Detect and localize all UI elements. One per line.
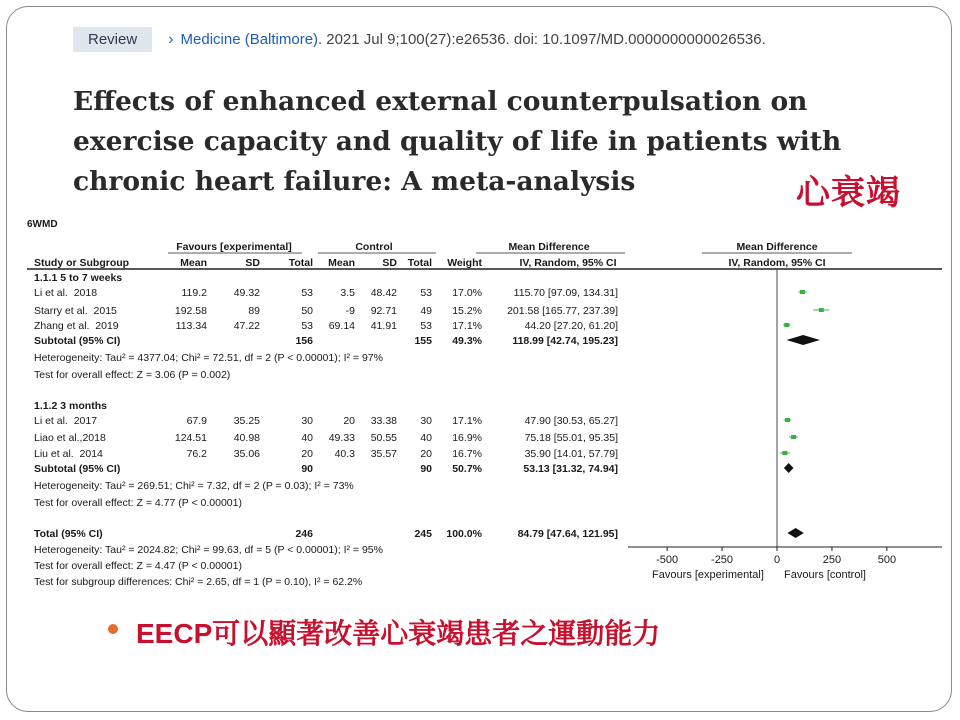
ctrl-sd: 48.42 bbox=[370, 287, 397, 299]
exp-total: 40 bbox=[301, 432, 313, 444]
ctrl-mean: 69.14 bbox=[328, 320, 355, 332]
subtotal-1-ci: 118.99 [42.74, 195.23] bbox=[512, 335, 618, 347]
total-label: Total (95% CI) bbox=[34, 528, 103, 540]
ctrl-sd: 35.57 bbox=[370, 448, 397, 460]
overall-effect-2: Test for overall effect: Z = 4.77 (P < 0.00001) bbox=[34, 497, 242, 509]
bullet-icon bbox=[108, 624, 118, 634]
column-header: Study or Subgroup bbox=[34, 257, 130, 269]
heterogeneity-1: Heterogeneity: Tau² = 4377.04; Chi² = 72.51, df = 2 (P < 0.00001); I² = 97% bbox=[34, 352, 383, 364]
ctrl-mean: -9 bbox=[345, 305, 355, 317]
heterogeneity-2: Heterogeneity: Tau² = 269.51; Chi² = 7.32, df = 2 (P = 0.03); I² = 73% bbox=[34, 480, 354, 492]
weight: 15.2% bbox=[452, 305, 482, 317]
topic-tag: 心衰竭 bbox=[796, 174, 901, 212]
md-ci: 44.20 [27.20, 61.20] bbox=[524, 320, 618, 332]
md-ci: 115.70 [97.09, 134.31] bbox=[513, 287, 618, 299]
chevron-right-icon: › bbox=[168, 30, 174, 48]
x-tick-label: 0 bbox=[773, 554, 781, 566]
x-tick-label: 500 bbox=[877, 554, 897, 566]
ctrl-total: 30 bbox=[420, 415, 432, 427]
outcome-label: 6WMD bbox=[27, 219, 58, 230]
total-heterogeneity: Heterogeneity: Tau² = 2024.82; Chi² = 99.63, df = 5 (P < 0.00001); I² = 95% bbox=[34, 544, 383, 556]
subtotal-2-exp-total: 90 bbox=[301, 463, 313, 475]
study-name: Starry et al. 2015 bbox=[34, 305, 117, 317]
exp-sd: 47.22 bbox=[233, 320, 260, 332]
citation-details: 2021 Jul 9;100(27):e26536. doi: 10.1097/MD.0000000000026536. bbox=[326, 31, 766, 48]
favours-control-label: Favours [control] bbox=[784, 569, 866, 581]
x-tick-label: 250 bbox=[822, 554, 842, 566]
header-mean-difference: Mean Difference bbox=[508, 241, 590, 253]
subtotal-2-ci: 53.13 [31.32, 74.94] bbox=[523, 463, 618, 475]
subtotal-2-weight: 50.7% bbox=[452, 463, 482, 475]
total-ctrl-total: 245 bbox=[414, 528, 432, 540]
header-mean-difference-plot: Mean Difference bbox=[736, 241, 818, 253]
exp-total: 53 bbox=[301, 287, 313, 299]
exp-sd: 35.06 bbox=[233, 448, 260, 460]
journal-link[interactable]: Medicine (Baltimore). bbox=[180, 31, 323, 48]
weight: 17.0% bbox=[452, 287, 482, 299]
column-header: IV, Random, 95% CI bbox=[519, 257, 617, 269]
weight: 17.1% bbox=[452, 415, 482, 427]
subtotal-1-label: Subtotal (95% CI) bbox=[34, 335, 121, 347]
header-control: Control bbox=[355, 241, 393, 253]
exp-mean: 76.2 bbox=[186, 448, 207, 460]
ctrl-total: 53 bbox=[420, 320, 432, 332]
study-name: Liao et al.,2018 bbox=[34, 432, 106, 444]
md-ci: 35.90 [14.01, 57.79] bbox=[524, 448, 618, 460]
exp-mean: 113.34 bbox=[175, 320, 207, 332]
x-tick-label: -250 bbox=[711, 554, 734, 566]
study-point-marker bbox=[800, 290, 805, 294]
total-exp-total: 246 bbox=[295, 528, 313, 540]
exp-mean: 192.58 bbox=[174, 305, 207, 317]
subgroup-label: 1.1.2 3 months bbox=[34, 400, 107, 412]
subtotal-2-ctrl-total: 90 bbox=[420, 463, 432, 475]
study-name: Zhang et al. 2019 bbox=[34, 320, 119, 332]
md-ci: 75.18 [55.01, 95.35] bbox=[524, 432, 618, 444]
paper-title: Effects of enhanced external counterpulsation on exercise capacity and quality of life in patients with chronic heart failure: A meta-analysis bbox=[73, 86, 842, 197]
md-ci: 47.90 [30.53, 65.27] bbox=[524, 415, 618, 427]
ctrl-sd: 33.38 bbox=[370, 415, 397, 427]
ctrl-mean: 49.33 bbox=[328, 432, 355, 444]
exp-total: 30 bbox=[301, 415, 313, 427]
exp-total: 53 bbox=[301, 320, 313, 332]
study-point-marker bbox=[784, 323, 789, 327]
ctrl-mean: 20 bbox=[343, 415, 355, 427]
study-point-marker bbox=[782, 451, 787, 455]
ctrl-total: 40 bbox=[420, 432, 432, 444]
ctrl-mean: 40.3 bbox=[334, 448, 355, 460]
subtotal-2-label: Subtotal (95% CI) bbox=[34, 463, 121, 475]
column-header: SD bbox=[382, 257, 397, 269]
subtotal-1-exp-total: 156 bbox=[295, 335, 313, 347]
total-effect: Test for overall effect: Z = 4.47 (P < 0.00001) bbox=[34, 560, 242, 572]
exp-sd: 89 bbox=[248, 305, 260, 317]
study-name: Li et al. 2017 bbox=[34, 415, 98, 427]
header-experimental: Favours [experimental] bbox=[176, 241, 292, 253]
column-header: Total bbox=[407, 257, 432, 269]
exp-total: 50 bbox=[301, 305, 313, 317]
md-ci: 201.58 [165.77, 237.39] bbox=[507, 305, 618, 317]
exp-sd: 49.32 bbox=[233, 287, 260, 299]
ctrl-total: 53 bbox=[420, 287, 432, 299]
ctrl-sd: 41.91 bbox=[370, 320, 397, 332]
ctrl-sd: 50.55 bbox=[370, 432, 397, 444]
column-header: IV, Random, 95% CI bbox=[728, 257, 826, 269]
favours-experimental-label: Favours [experimental] bbox=[652, 569, 764, 581]
exp-sd: 40.98 bbox=[233, 432, 260, 444]
study-point-marker bbox=[785, 418, 790, 422]
exp-mean: 119.2 bbox=[181, 287, 207, 299]
study-name: Liu et al. 2014 bbox=[34, 448, 103, 460]
x-tick-label: -500 bbox=[656, 554, 679, 566]
column-header: Mean bbox=[180, 257, 207, 269]
total-diamond bbox=[787, 528, 803, 538]
subgroup-label: 1.1.1 5 to 7 weeks bbox=[34, 272, 123, 284]
ctrl-mean: 3.5 bbox=[340, 287, 355, 299]
column-header: Total bbox=[288, 257, 313, 269]
total-weight: 100.0% bbox=[446, 528, 482, 540]
ctrl-total: 49 bbox=[420, 305, 432, 317]
weight: 16.9% bbox=[452, 432, 482, 444]
study-name: Li et al. 2018 bbox=[34, 287, 98, 299]
exp-total: 20 bbox=[301, 448, 313, 460]
study-point-marker bbox=[819, 308, 824, 312]
exp-mean: 124.51 bbox=[174, 432, 207, 444]
subtotal-1-diamond bbox=[786, 335, 820, 345]
weight: 16.7% bbox=[452, 448, 482, 460]
exp-mean: 67.9 bbox=[186, 415, 207, 427]
subtotal-2-diamond bbox=[784, 463, 794, 473]
column-header: Weight bbox=[447, 257, 482, 269]
subtotal-1-weight: 49.3% bbox=[452, 335, 482, 347]
study-point-marker bbox=[791, 435, 796, 439]
overall-effect-1: Test for overall effect: Z = 3.06 (P = 0.002) bbox=[34, 369, 231, 381]
column-header: Mean bbox=[328, 257, 355, 269]
exp-sd: 35.25 bbox=[233, 415, 260, 427]
ctrl-total: 20 bbox=[420, 448, 432, 460]
subtotal-1-ctrl-total: 155 bbox=[414, 335, 432, 347]
weight: 17.1% bbox=[452, 320, 482, 332]
conclusion-text: EECP可以顯著改善心衰竭患者之運動能力 bbox=[136, 618, 661, 649]
ctrl-sd: 92.71 bbox=[370, 305, 397, 317]
total-ci: 84.79 [47.64, 121.95] bbox=[517, 528, 618, 540]
subgroup-differences: Test for subgroup differences: Chi² = 2.65, df = 1 (P = 0.10), I² = 62.2% bbox=[34, 576, 363, 588]
column-header: SD bbox=[245, 257, 260, 269]
review-badge[interactable]: Review bbox=[73, 27, 152, 52]
